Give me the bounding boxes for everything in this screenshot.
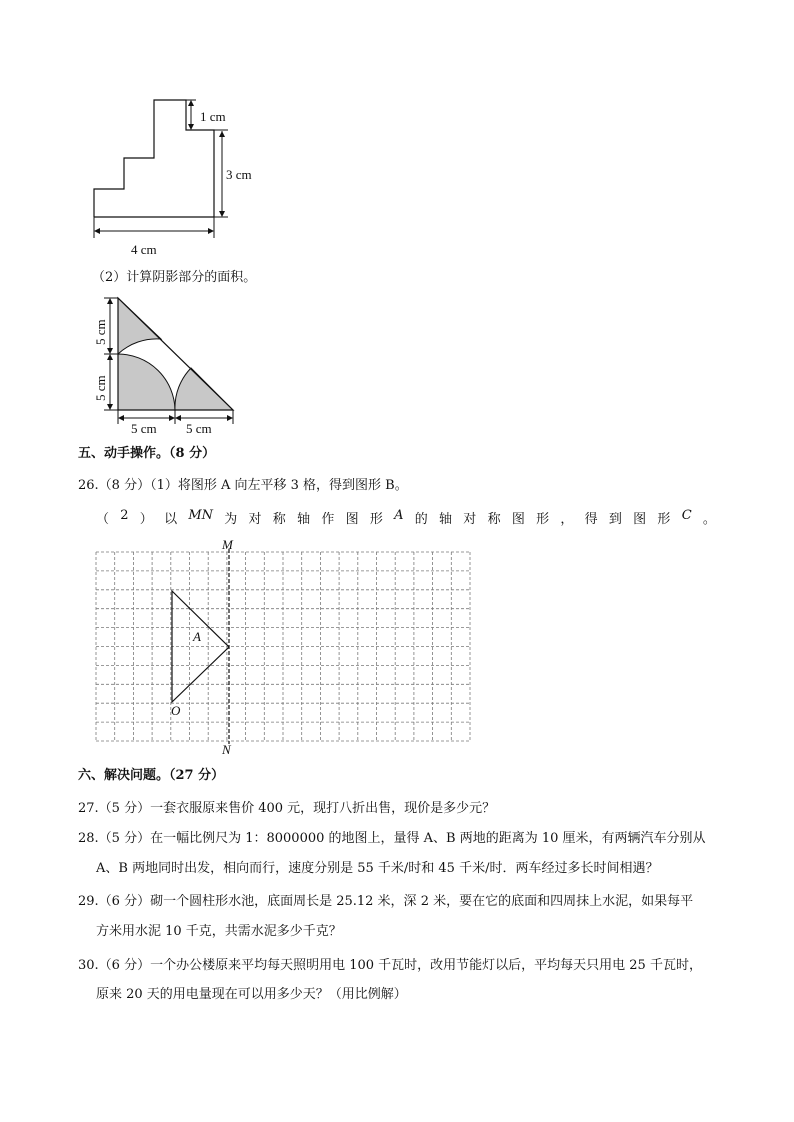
q26-char: C xyxy=(681,508,692,523)
label-5cm-bottom-right: 5 cm xyxy=(186,421,212,436)
q26-char: MN xyxy=(188,508,214,523)
q26-char: 以 xyxy=(164,512,178,527)
q28-line1: 28.（5 分）在一幅比例尺为 1：8000000 的地图上，量得 A、B 两地的距离为 10 厘米，有两辆汽车分别从 xyxy=(78,831,706,846)
q26-char: 图 xyxy=(345,512,359,527)
q26-char: 图 xyxy=(633,512,647,527)
q26-char: 作 xyxy=(321,512,335,527)
q26-char: 得 xyxy=(584,512,598,527)
label-5cm-bottom-left: 5 cm xyxy=(131,421,157,436)
label-m: M xyxy=(222,537,233,552)
q26-char: 到 xyxy=(608,512,622,527)
label-3cm: 3 cm xyxy=(226,167,252,182)
q26-char: 为 xyxy=(224,512,238,527)
q26-line1: 26.（8 分）（1）将图形 A 向左平移 3 格，得到图形 B。 xyxy=(78,478,408,493)
q-shaded-area: （2）计算阴影部分的面积。 xyxy=(92,270,257,285)
label-5cm-left-bottom: 5 cm xyxy=(93,375,108,401)
q26-char: 形 xyxy=(369,512,383,527)
q28-line2: A、B 两地同时出发，相向而行，速度分别是 55 千米/时和 45 千米/时．两车经过多长时间相遇？ xyxy=(96,861,659,876)
section-5-heading: 五、动手操作。（8 分） xyxy=(78,446,216,461)
q30-line2: 原来 20 天的用电量现在可以用多少天？（用比例解） xyxy=(96,987,407,1002)
label-n: N xyxy=(222,742,231,757)
q26-char: ， xyxy=(560,512,574,527)
dashed-grid xyxy=(96,552,470,741)
q26-char: 对 xyxy=(248,512,262,527)
q26-char: 。 xyxy=(702,512,716,527)
q26-char: 2 xyxy=(120,508,129,523)
q26-char: 轴 xyxy=(297,512,311,527)
q26-char: 形 xyxy=(536,512,550,527)
q26-char: 称 xyxy=(487,512,501,527)
label-a: A xyxy=(193,629,201,644)
section-6-heading: 六、解决问题。（27 分） xyxy=(78,768,225,783)
q26-char: 轴 xyxy=(439,512,453,527)
q26-char: 形 xyxy=(657,512,671,527)
q26-char: 对 xyxy=(463,512,477,527)
label-1cm: 1 cm xyxy=(200,109,226,124)
q29-line1: 29.（6 分）砌一个圆柱形水池，底面周长是 25.12 米，深 2 米，要在它的底面和四周抹上水泥，如果每平 xyxy=(78,894,694,909)
q26-char: （ xyxy=(96,512,110,527)
q30-line1: 30.（6 分）一个办公楼原来平均每天照明用电 100 千瓦时，改用节能灯以后，平均每天只用电 25 千瓦时， xyxy=(78,958,702,973)
q26-char: A xyxy=(394,508,404,523)
figure-a-triangle xyxy=(172,591,229,702)
label-4cm: 4 cm xyxy=(131,242,157,257)
q26-char: 的 xyxy=(414,512,428,527)
q26-char: 图 xyxy=(511,512,525,527)
q27: 27.（5 分）一套衣服原来售价 400 元，现打八折出售，现价是多少元？ xyxy=(78,801,496,816)
q26-char: ） xyxy=(139,512,153,527)
q29-line2: 方米用水泥 10 千克，共需水泥多少千克？ xyxy=(96,924,342,939)
label-o: O xyxy=(171,703,181,718)
label-5cm-left-top: 5 cm xyxy=(93,319,108,345)
q26-char: 称 xyxy=(272,512,286,527)
